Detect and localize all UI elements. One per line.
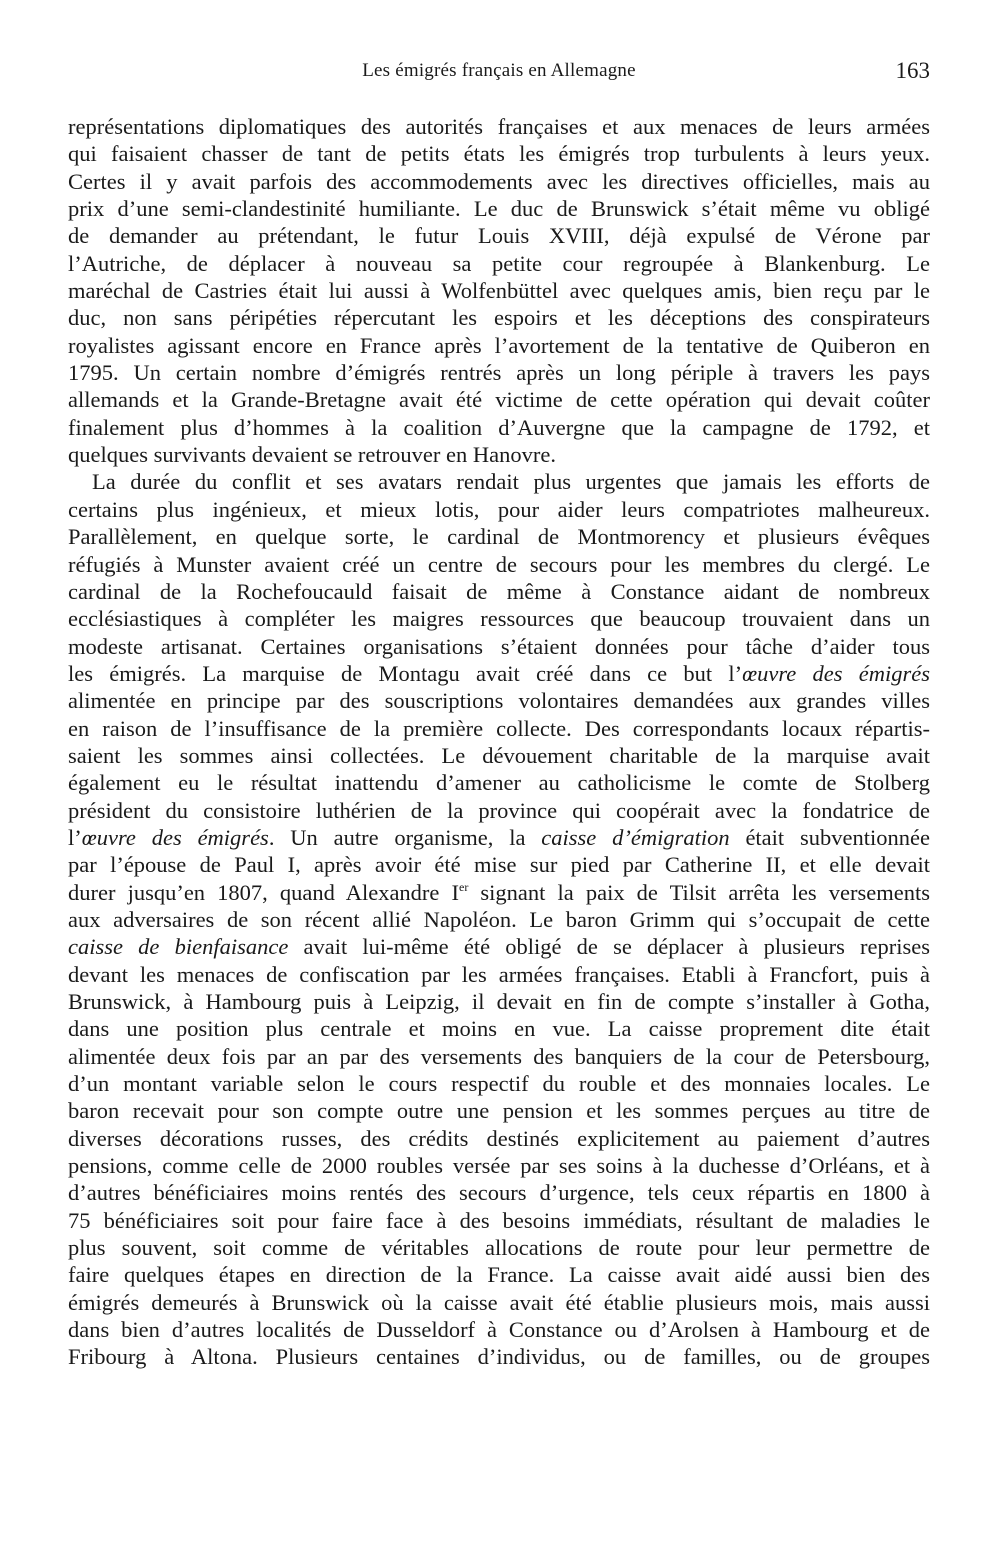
text-run: avait lui-même été obligé de se déplacer à plusieurs reprises [288, 934, 930, 960]
text-line: par l’épouse de Paul I, après avoir été mise sur pied par Catherine II, et elle devait [68, 852, 930, 878]
text-line: réfugiés à Munster avaient créé un centre de secours pour les membres du clergé. Le [68, 551, 930, 577]
text-line: certains plus ingénieux, et mieux lotis, pour aider leurs compatriotes malheureux. [68, 496, 930, 522]
text-line: dans une position plus centrale et moins en vue. La caisse proprement dite était [68, 1016, 930, 1042]
running-head [68, 58, 930, 88]
text-line: royalistes agissant encore en France après l’avortement de la tentative de Quiberon en [68, 332, 930, 358]
text-line: devant les menaces de confiscation par les armées françaises. Etabli à Francfort, puis à [68, 961, 930, 987]
text-run: durer jusqu’en 1807, quand Alexandre I [68, 879, 459, 905]
text-line: d’autres bénéficiaires moins rentés des secours d’urgence, tels ceux répartis en 1800 à [68, 1180, 930, 1206]
text-line: 75 bénéficiaires soit pour faire face à des besoins immédiats, résultant de maladies le [68, 1207, 930, 1233]
text-line: La durée du conflit et ses avatars rendait plus urgentes que jamais les efforts de [92, 469, 930, 495]
text-line: cardinal de la Rochefoucauld faisait de même à Constance aidant de nombreux [68, 578, 930, 604]
text-line [68, 879, 930, 906]
italic-title: œuvre des émigrés [742, 660, 930, 686]
body-text [68, 113, 930, 1371]
text-run: signant la paix de Tilsit arrêta les versements [468, 879, 930, 905]
text-line: Parallèlement, en quelque sorte, le cardinal de Montmorency et plusieurs évêques [68, 524, 930, 550]
running-title: Les émigrés français en Allemagne [362, 60, 636, 81]
text-line: modeste artisanat. Certaines organisations s’étaient données pour tâche d’aider tous [68, 633, 930, 659]
text-line: Certes il y avait parfois des accommodements avec les directives officielles, mais au [68, 168, 930, 194]
text-line: président du consistoire luthérien de la province qui coopérait avec la fondatrice de [68, 797, 930, 823]
superscript: er [459, 879, 469, 894]
text-line: émigrés demeurés à Brunswick où la caisse avait été établie plusieurs mois, mais aussi [68, 1289, 930, 1315]
text-line: d’un montant variable selon le cours respectif du rouble et des monnaies locales. Le [68, 1071, 930, 1097]
text-line: 1795. Un certain nombre d’émigrés rentrés après un long périple à travers les pays [68, 360, 930, 386]
text-line: l’Autriche, de déplacer à nouveau sa petite cour regroupée à Blankenburg. Le [68, 250, 930, 276]
text-line: ecclésiastiques à compléter les maigres ressources que beaucoup trouvaient dans un [68, 606, 930, 632]
text-line: maréchal de Castries était lui aussi à Wolfenbüttel avec quelques amis, bien reçu par le [68, 278, 930, 304]
text-line [68, 933, 930, 960]
text-line: dans bien d’autres localités de Dusseldorf à Constance ou d’Arolsen à Hambourg et de [68, 1317, 930, 1343]
text-run: . Un autre organisme, la [268, 824, 542, 850]
text-line: qui faisaient chasser de tant de petits états les émigrés trop turbulents à leurs yeux. [68, 141, 930, 167]
text-line: diverses décorations russes, des crédits destinés explicitement au paiement d’autres [68, 1125, 930, 1151]
page-number: 163 [895, 58, 930, 83]
text-run: l’ [68, 824, 82, 850]
italic-title: caisse d’émigration [541, 824, 730, 850]
text-line: Brunswick, à Hambourg puis à Leipzig, il devait en fin de compte s’installer à Gotha, [68, 989, 930, 1014]
text-run: les émigrés. La marquise de Montagu avait créé dans ce but l’ [68, 660, 743, 686]
text-line: plus souvent, soit comme de véritables allocations de route pour leur permettre de [68, 1235, 930, 1261]
text-line: duc, non sans péripéties répercutant les espoirs et les déceptions des conspirateurs [68, 305, 930, 331]
text-line: baron recevait pour son compte outre une pension et les sommes perçues au titre de [68, 1098, 930, 1124]
text-line: quelques survivants devaient se retrouver en Hanovre. [68, 442, 556, 468]
text-line: saient les sommes ainsi collectées. Le dévouement charitable de la marquise avait [68, 742, 930, 768]
text-line: pensions, comme celle de 2000 roubles versée par ses soins à la duchesse d’Orléans, et à [68, 1153, 930, 1179]
italic-title: caisse de bienfaisance [68, 934, 289, 960]
text-line: alimentée en principe par des souscriptions volontaires demandées aux grandes villes [68, 688, 930, 714]
text-line: représentations diplomatiques des autorités françaises et aux menaces de leurs armées [68, 114, 930, 139]
text-line: de demander au prétendant, le futur Louis XVIII, déjà expulsé de Vérone par [68, 223, 930, 249]
text-line: aux adversaires de son récent allié Napoléon. Le baron Grimm qui s’occupait de cette [68, 906, 930, 932]
text-line: faire quelques étapes en direction de la France. La caisse avait aidé aussi bien des [68, 1262, 930, 1288]
text-line [68, 660, 930, 687]
text-line: en raison de l’insuffisance de la première collecte. Des correspondants locaux répartis- [68, 715, 930, 741]
text-line [68, 824, 930, 851]
text-run: était subventionnée [729, 824, 930, 850]
text-line: finalement plus d’hommes à la coalition d’Auvergne que la campagne de 1792, et [68, 414, 930, 440]
text-line: Fribourg à Altona. Plusieurs centaines d’individus, ou de familles, ou de groupes [68, 1344, 930, 1370]
text-line: allemands et la Grande-Bretagne avait été victime de cette opération qui devait coûter [68, 387, 930, 413]
text-line: également eu le résultat inattendu d’amener au catholicisme le comte de Stolberg [68, 770, 930, 796]
italic-title: œuvre des émigrés [81, 824, 269, 850]
text-line: alimentée deux fois par an par des versements des banquiers de la cour de Petersbourg, [68, 1043, 930, 1069]
text-line: prix d’une semi-clandestinité humiliante. Le duc de Brunswick s’était même vu obligé [68, 196, 930, 222]
